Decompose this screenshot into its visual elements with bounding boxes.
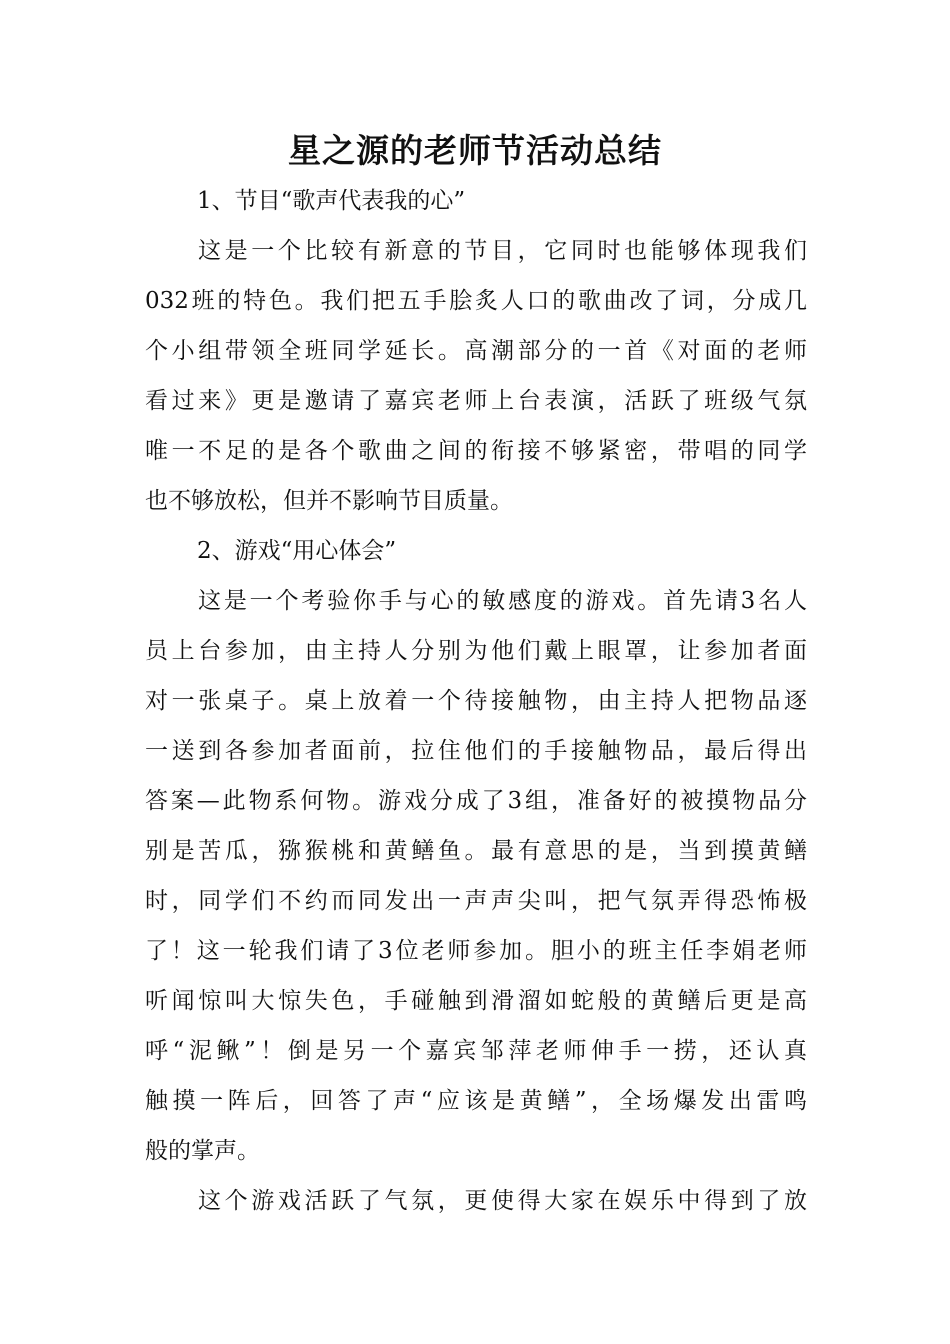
section2-line-6: 别是苦瓜，猕猴桃和黄鳝鱼。最有意思的是，当到摸黄鳝 bbox=[145, 838, 807, 864]
section2-line-10: 呼“泥鳅”！倒是另一个嘉宾邹萍老师伸手一捞，还认真 bbox=[145, 1038, 807, 1064]
section1-line-2: 032班的特色。我们把五手脍炙人口的歌曲改了词，分成几 bbox=[145, 288, 807, 314]
section2-line-12: 般的掌声。 bbox=[145, 1138, 260, 1164]
section2-line-8: 了！这一轮我们请了3位老师参加。胆小的班主任李娟老师 bbox=[145, 938, 807, 964]
section1-line-3: 个小组带领全班同学延长。高潮部分的一首《对面的老师 bbox=[145, 338, 807, 364]
section2-line-3: 对一张桌子。桌上放着一个待接触物，由主持人把物品逐 bbox=[145, 688, 807, 714]
section1-line-4: 看过来》更是邀请了嘉宾老师上台表演，活跃了班级气氛 bbox=[145, 388, 807, 414]
section2-line-7: 时，同学们不约而同发出一声声尖叫，把气氛弄得恐怖极 bbox=[145, 888, 807, 914]
section1-line-6: 也不够放松，但并不影响节目质量。 bbox=[145, 488, 513, 514]
document-title: 星之源的老师节活动总结 bbox=[288, 131, 662, 170]
section1-line-1: 这是一个比较有新意的节目，它同时也能够体现我们 bbox=[198, 238, 807, 264]
section1-line-5: 唯一不足的是各个歌曲之间的衔接不够紧密，带唱的同学 bbox=[145, 438, 807, 464]
section2-line-11: 触摸一阵后，回答了声“应该是黄鳝”，全场爆发出雷鸣 bbox=[145, 1088, 807, 1114]
section2-line-2: 员上台参加，由主持人分别为他们戴上眼罩，让参加者面 bbox=[145, 638, 807, 664]
section2-line-4: 一送到各参加者面前，拉住他们的手接触物品，最后得出 bbox=[145, 738, 807, 764]
section2-line-1: 这是一个考验你手与心的敏感度的游戏。首先请3名人 bbox=[198, 588, 807, 614]
section1-heading: 1、节目“歌声代表我的心” bbox=[197, 188, 466, 214]
section2-line-9: 听闻惊叫大惊失色，手碰触到滑溜如蛇般的黄鳝后更是高 bbox=[145, 988, 807, 1014]
section2-line-5: 答案—此物系何物。游戏分成了3组，准备好的被摸物品分 bbox=[145, 788, 807, 814]
closing-line-1: 这个游戏活跃了气氛，更使得大家在娱乐中得到了放 bbox=[198, 1188, 807, 1214]
section2-heading: 2、游戏“用心体会” bbox=[197, 538, 397, 564]
